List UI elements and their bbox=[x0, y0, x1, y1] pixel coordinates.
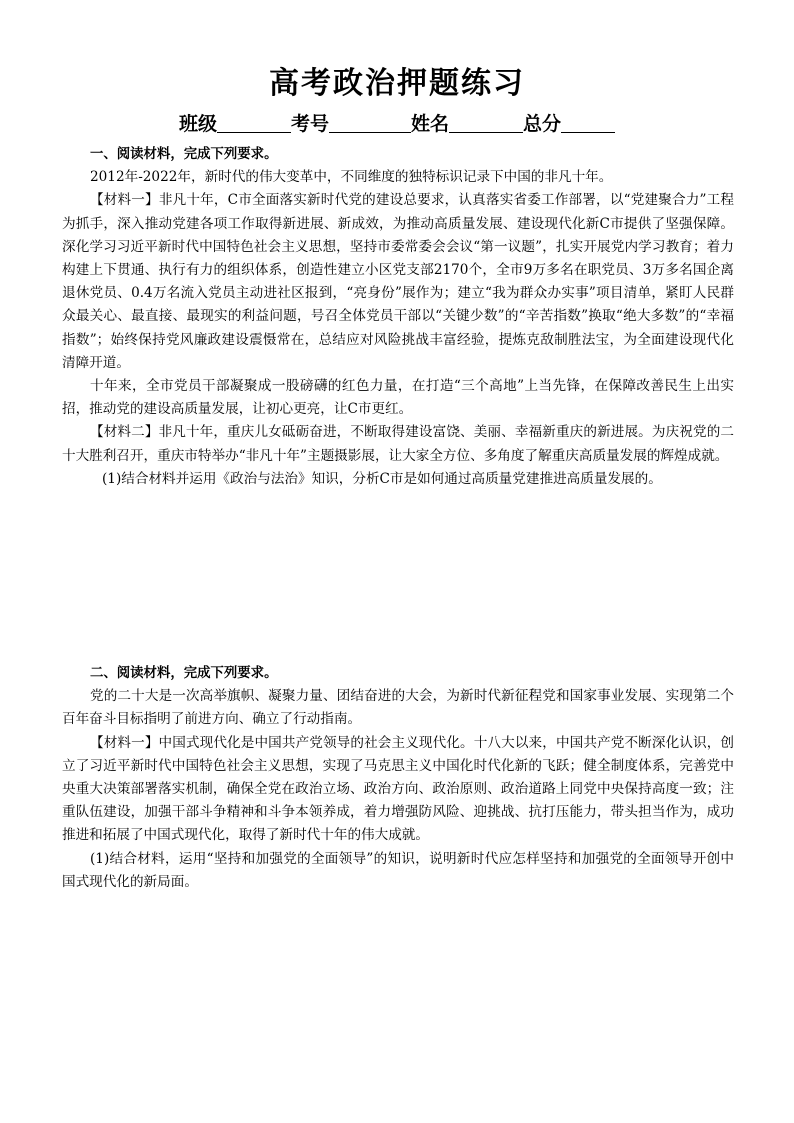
section-two bbox=[62, 662, 734, 894]
exam-no-label: 考号 bbox=[290, 113, 329, 135]
section-two-material-one: 【材料一】中国式现代化是中国共产党领导的社会主义现代化。十八大以来，中国共产党不断深化认识，创立了习近平新时代中国特色社会主义思想，实现了马克思主义中国化时代化新的飞跃；健全制度体系，完善党中央重大决策部署落实机制，确保全党在政治立场、政治方向、政治原则、政治道路上同党中央保持高度一致；注重队伍建设，加强干部斗争精神和斗争本领养成，着力增强防风险、迎挑战、抗打压能力，带头担当作为，成功推进和拓展了中国式现代化，取得了新时代十年的伟大成就。 bbox=[62, 734, 734, 844]
section-two-question: (1)结合材料，运用“坚持和加强党的全面领导”的知识，说明新时代应怎样坚持和加强党的全面领导开创中国式现代化的新局面。 bbox=[62, 850, 734, 890]
score-blank[interactable] bbox=[561, 112, 615, 133]
class-label: 班级 bbox=[178, 113, 217, 135]
section-one-material-one: 【材料一】非凡十年，C市全面落实新时代党的建设总要求，认真落实省委工作部署，以“党建聚合力”工程为抓手，深入推动党建各项工作取得新进展、新成效，为推动高质量发展、建设现代化新C市提供了坚强保障。深化学习习近平新时代中国特色社会主义思想，坚持市委常委会会议“第一议题”，扎实开展党内学习教育；着力构建上下贯通、执行有力的组织体系，创造性建立小区党支部2170个，全市9万多名在职党员、3万多名国企离退休党员、0.4万名流入党员主动进社区报到，“亮身份”展作为；建立“我为群众办实事”项目清单，紧盯人民群众最关心、最直接、最现实的利益问题，号召全体党员干部以“关键少数”的“辛苦指数”换取“绝大多数”的“幸福指数”；始终保持党风廉政建设震慑常在，总结应对风险挑战丰富经验，提炼克敌制胜法宝，为全面建设现代化清障开道。 bbox=[62, 192, 734, 371]
section-one-intro: 2012年-2022年，新时代的伟大变革中，不同维度的独特标识记录下中国的非凡十年。 bbox=[90, 169, 613, 186]
class-blank[interactable] bbox=[217, 112, 291, 133]
name-label: 姓名 bbox=[411, 113, 450, 135]
section-one bbox=[62, 143, 734, 491]
score-label: 总分 bbox=[523, 113, 562, 135]
section-one-heading: 一、阅读材料，完成下列要求。 bbox=[90, 147, 278, 162]
section-one-question: (1)结合材料并运用《政治与法治》知识，分析C市是如何通过高质量党建推进高质量发展的。 bbox=[102, 470, 662, 487]
section-one-material-two: 【材料二】非凡十年，重庆儿女砥砺奋进，不断取得建设富饶、美丽、幸福新重庆的新进展。为庆祝党的二十大胜利召开，重庆市特举办“非凡十年”主题摄影展，让大家全方位、多角度了解重庆高质量发展的辉煌成就。 bbox=[62, 424, 734, 464]
section-two-intro: 党的二十大是一次高举旗帜、凝聚力量、团结奋进的大会，为新时代新征程党和国家事业发展、实现第二个百年奋斗目标指明了前进方向、确立了行动指南。 bbox=[62, 688, 734, 728]
exam-no-blank[interactable] bbox=[329, 112, 411, 133]
section-one-paragraph-two: 十年来，全市党员干部凝聚成一股磅礴的红色力量，在打造“三个高地”上当先锋，在保障改善民生上出实招，推动党的建设高质量发展，让初心更亮，让C市更红。 bbox=[62, 378, 734, 418]
page-title: 高考政治押题练习 bbox=[269, 66, 525, 101]
name-blank[interactable] bbox=[449, 112, 523, 133]
student-info-line bbox=[0, 111, 794, 137]
section-two-heading: 二、阅读材料，完成下列要求。 bbox=[90, 666, 278, 681]
